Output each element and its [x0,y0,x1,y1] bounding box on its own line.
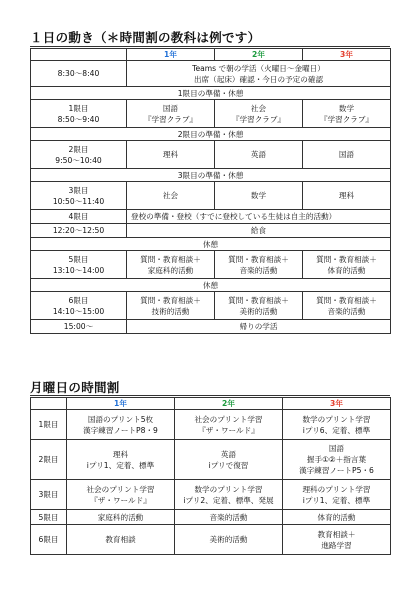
mon-row4-label: 5限目 [31,510,67,525]
mon-row4-grade3 [283,510,391,525]
table-row [31,210,391,224]
period5-time: 13:10〜14:00 [52,265,105,275]
mon-row4-grade2 [175,510,283,525]
table-row [31,525,391,555]
mon-row2-grade2 [175,440,283,480]
lunch-text: 給食 [127,224,391,238]
mon-row3-grade1 [67,480,175,510]
period3-name: 3限目 [68,185,89,195]
daily-schedule-table [30,48,391,334]
period5-grade3-line2: 体育的活動 [327,265,366,275]
period6-grade1-line1: 質問・教育相談＋ [140,295,201,305]
period1-grade3-line1: 数学 [338,103,355,113]
mon-row5-grade2 [175,525,283,555]
break-3: 3限目の準備・休憩 [31,169,391,182]
header-grade2: 2年 [215,49,303,61]
table-row [31,169,391,182]
period5-grade1-line2: 家庭科的活動 [147,265,194,275]
period6-grade2-line1: 質問・教育相談＋ [228,295,289,305]
period1-name: 1限目 [68,103,89,113]
period6-name: 6限目 [68,295,89,305]
header-grade1: 1年 [127,49,215,61]
mon-row3-grade2-line1: 数学のプリント学習 [194,484,263,494]
period1-grade3-line2: 『学習クラブ』 [319,114,374,124]
period6-grade3 [303,292,391,320]
mon-row2-label: 2限目 [31,440,67,480]
period2-grade1: 理科 [127,141,215,169]
mon-row1-grade3 [283,410,391,440]
period5-grade2-line1: 質問・教育相談＋ [228,254,289,264]
mon-row3-grade2 [175,480,283,510]
table-row [31,141,391,169]
mon-row1-grade3-line2: iプリ6、定着、標準 [302,425,371,435]
mon-row4-grade1 [67,510,175,525]
mon-row3-grade3 [283,480,391,510]
period6-grade3-line2: 音楽的活動 [327,306,366,316]
section1-title: １日の動き（＊時間割の教科は例です） [30,30,261,45]
table-row [31,510,391,525]
section2-underline [30,395,390,396]
period1-grade2-line1: 社会 [250,103,267,113]
mon-row3-grade3-line1: 理科のプリント学習 [302,484,371,494]
period5-name: 5限目 [68,254,89,264]
mon-row2-grade3-line1: 国語 [328,444,345,453]
mon-row1-grade2 [175,410,283,440]
morning-activity [127,61,391,87]
monday-timetable [30,397,391,555]
period4-text: 登校の準備・登校（すでに登校している生徒は自主的活動） [127,210,391,224]
mon-row2-grade2-line1: 英語 [220,449,237,459]
break-1: 1限目の準備・休憩 [31,87,391,100]
period5-label [31,251,127,279]
mon-row2-grade2-line2: iプリで復習 [208,460,249,470]
mon-row2-grade3-line2: 握手①②＋指言葉 [306,455,367,464]
mon-row5-grade1-line1: 教育相談 [105,535,136,544]
table-row [31,182,391,210]
section2-title: 月曜日の時間割 [30,380,120,395]
period6-grade1-line2: 技術的活動 [151,306,190,316]
mon-row4-grade2-line1: 音楽的活動 [209,512,248,522]
mon-row5-grade3-line2: 進路学習 [321,540,352,550]
table-row [31,292,391,320]
table-row [31,87,391,100]
period6-label [31,292,127,320]
period3-label [31,182,127,210]
mon-row3-grade3-line2: iプリ1、定着、標準 [302,495,371,505]
break-2: 2限目の準備・休憩 [31,128,391,141]
period1-time: 8:50〜9:40 [57,114,100,124]
period3-time: 10:50〜11:40 [52,196,105,206]
mon-row3-grade1-line1: 社会のプリント学習 [86,484,155,494]
mon-row1-grade1 [67,410,175,440]
period4-label: 4限目 [31,210,127,224]
period3-grade1: 社会 [127,182,215,210]
header-grade3: 3年 [283,398,391,410]
period5-grade3-line1: 質問・教育相談＋ [316,254,377,264]
period6-grade1 [127,292,215,320]
period2-label [31,141,127,169]
table-row [31,224,391,238]
header-grade1: 1年 [67,398,175,410]
table-row [31,128,391,141]
morning-time: 8:30〜8:40 [31,61,127,87]
mon-row2-grade3-line3: 漢字練習ノートP5・6 [299,466,374,475]
header-grade3: 3年 [303,49,391,61]
period1-grade2-line2: 『学習クラブ』 [231,114,286,124]
table-row [31,279,391,292]
period1-grade3 [303,100,391,128]
period5-grade2-line2: 音楽的活動 [239,265,278,275]
mon-row3-grade1-line2: 『ザ・ワールド』 [90,495,151,505]
period1-grade1-line1: 国語 [162,103,179,113]
header-blank [31,49,127,61]
period1-grade1-line2: 『学習クラブ』 [143,114,198,124]
mon-row2-grade1-line2: iプリ1、定着、標準 [86,460,155,470]
break-4: 休憩 [31,238,391,251]
period5-grade3 [303,251,391,279]
table-row [31,100,391,128]
mon-row4-grade3-line1: 体育的活動 [317,512,356,522]
mon-row3-grade2-line2: iプリ2、定着、標準、発展 [183,495,274,505]
header-blank [31,398,67,410]
mon-row5-grade1 [67,525,175,555]
mon-row5-grade2-line1: 美術的活動 [209,535,248,544]
table-row [31,238,391,251]
table-row [31,480,391,510]
mon-row1-grade1-line2: 漢字練習ノートP8・9 [83,425,158,435]
mon-row1-label: 1限目 [31,410,67,440]
mon-row4-grade1-line1: 家庭科的活動 [97,512,144,522]
mon-row1-grade2-line2: 『ザ・ワールド』 [198,425,259,435]
break-5: 休憩 [31,279,391,292]
table-row [31,410,391,440]
mon-row1-grade2-line1: 社会のプリント学習 [194,414,263,424]
period3-grade3: 理科 [303,182,391,210]
period2-time: 9:50〜10:40 [55,155,102,165]
period1-grade1 [127,100,215,128]
mon-row2-grade3 [283,440,391,480]
table-row [31,320,391,334]
table-row [31,440,391,480]
period5-grade2 [215,251,303,279]
mon-row1-grade3-line1: 数学のプリント学習 [302,414,371,424]
morning-line2: 出席（起床）確認・今日の予定の確認 [193,74,324,84]
period6-grade2-line2: 美術的活動 [239,306,278,316]
mon-row2-grade1 [67,440,175,480]
period6-grade3-line1: 質問・教育相談＋ [316,295,377,305]
mon-row5-label: 6限目 [31,525,67,555]
mon-row1-grade1-line1: 国語のプリント5枚 [87,414,154,424]
period2-grade3: 国語 [303,141,391,169]
period6-time: 14:10〜15:00 [52,306,105,316]
period6-grade2 [215,292,303,320]
mon-row5-grade3 [283,525,391,555]
period1-grade2 [215,100,303,128]
period2-name: 2限目 [68,144,89,154]
table-header-row [31,398,391,410]
section1-underline [30,46,390,47]
table-header-row [31,49,391,61]
end-time: 15:00〜 [31,320,127,334]
mon-row5-grade3-line1: 教育相談＋ [317,529,356,539]
period5-grade1-line1: 質問・教育相談＋ [140,254,201,264]
lunch-time: 12:20〜12:50 [31,224,127,238]
period1-label [31,100,127,128]
morning-line1: Teams で朝の学活（火曜日〜金曜日） [192,63,325,73]
table-row [31,61,391,87]
mon-row2-grade1-line1: 理科 [112,449,129,459]
table-row [31,251,391,279]
mon-row3-label: 3限目 [31,480,67,510]
period3-grade2: 数学 [215,182,303,210]
header-grade2: 2年 [175,398,283,410]
period2-grade2: 英語 [215,141,303,169]
end-text: 帰りの学活 [127,320,391,334]
period5-grade1 [127,251,215,279]
